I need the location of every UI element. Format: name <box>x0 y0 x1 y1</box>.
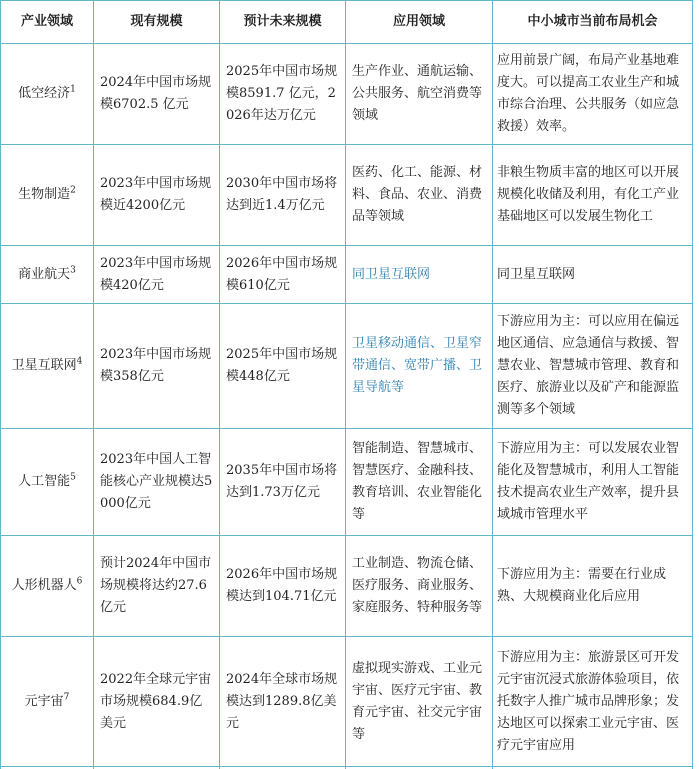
header-row <box>1 1 693 44</box>
footnote-marker: 7 <box>63 692 70 703</box>
header-domain: 产业领域 <box>1 1 94 44</box>
domain-label: 人形机器人 <box>11 578 77 593</box>
cell-future: 2030年中国市场将达到近1.4万亿元 <box>220 145 346 246</box>
table-row <box>1 246 693 304</box>
footnote-marker: 3 <box>70 265 76 276</box>
table-row <box>1 44 693 145</box>
cell-application: 医药、化工、能源、材料、食品、农业、消费品等领域 <box>346 145 493 246</box>
cell-domain <box>1 145 94 246</box>
domain-label: 人工智能 <box>18 474 71 489</box>
cell-current: 2023年中国市场规模420亿元 <box>94 246 220 304</box>
table-row <box>1 637 693 767</box>
cell-opportunity: 下游应用为主：可以发展农业智能化及智慧城市，利用人工智能技术提高农业生产效率，提升县域城市管理水平 <box>493 429 693 536</box>
cell-opportunity: 下游应用为主：需要在行业成熟、大规模商业化后应用 <box>493 536 693 637</box>
cell-current: 2024年中国市场规模6702.5 亿元 <box>94 44 220 145</box>
domain-label: 元宇宙 <box>24 693 64 709</box>
cell-application: 虚拟现实游戏、工业元宇宙、医疗元宇宙、教育元宇宙、社交元宇宙等 <box>346 637 493 767</box>
cell-opportunity: 下游应用为主：旅游景区可开发元宇宙沉浸式旅游体验项目，依托数字人推广城市品牌形象；发达地区可以探索工业元宇宙、医疗元宇宙应用 <box>493 637 693 767</box>
cell-domain <box>1 44 94 145</box>
table-row <box>1 304 693 429</box>
cell-application: 生产作业、通航运输、公共服务、航空消费等领域 <box>346 44 493 145</box>
cell-future: 2035年中国市场将达到1.73万亿元 <box>220 429 346 536</box>
cell-application: 卫星移动通信、卫星窄带通信、宽带广播、卫星导航等 <box>346 304 493 429</box>
header-application: 应用领域 <box>346 1 493 44</box>
cell-current: 预计2024年中国市场规模将达约27.6亿元 <box>94 536 220 637</box>
cell-future: 2025年中国市场规模8591.7 亿元，2026年达万亿元 <box>220 44 346 145</box>
cell-future: 2026年中国市场规模达到104.71亿元 <box>220 536 346 637</box>
cell-opportunity: 同卫星互联网 <box>493 246 693 304</box>
cell-future: 2024年全球市场规模达到1289.8亿美元 <box>220 637 346 767</box>
footnote-marker: 6 <box>76 576 83 587</box>
cell-application: 工业制造、物流仓储、医疗服务、商业服务、家庭服务、特种服务等 <box>346 536 493 637</box>
cell-domain <box>1 304 94 429</box>
cell-domain <box>1 429 94 536</box>
cell-opportunity: 下游应用为主：可以应用在偏远地区通信、应急通信与救援、智慧农业、智慧城市管理、教育和医疗、旅游业以及矿产和能源监测等多个领域 <box>493 304 693 429</box>
table-row <box>1 536 693 637</box>
footnote-marker: 1 <box>70 84 76 95</box>
cell-future: 2025年中国市场规模448亿元 <box>220 304 346 429</box>
footnote-marker: 2 <box>70 185 76 196</box>
header-future: 预计未来规模 <box>220 1 346 44</box>
table-row <box>1 429 693 536</box>
header-opportunity: 中小城市当前布局机会 <box>493 1 693 44</box>
footnote-marker: 4 <box>76 356 83 367</box>
cell-domain <box>1 536 94 637</box>
footnote-marker: 5 <box>70 472 76 483</box>
cell-current: 2022年全球元宇宙市场规模684.9亿美元 <box>94 637 220 767</box>
cell-domain <box>1 246 94 304</box>
cell-application: 同卫星互联网 <box>346 246 493 304</box>
domain-label: 商业航天 <box>18 266 71 282</box>
cell-future: 2026年中国市场规模610亿元 <box>220 246 346 304</box>
domain-label: 卫星互联网 <box>11 358 77 373</box>
table-row <box>1 145 693 246</box>
cell-current: 2023年中国市场规模近4200亿元 <box>94 145 220 246</box>
cell-opportunity: 非粮生物质丰富的地区可以开展规模化收储及利用，有化工产业基础地区可以发展生物化工 <box>493 145 693 246</box>
header-current: 现有规模 <box>94 1 220 44</box>
cell-application: 智能制造、智慧城市、智慧医疗、金融科技、教育培训、农业智能化等 <box>346 429 493 536</box>
cell-opportunity: 应用前景广阔，布局产业基地难度大。可以提高工农业生产和城市综合治理、公共服务（如应急救援）效率。 <box>493 44 693 145</box>
cell-current: 2023年中国人工智能核心产业规模达5000亿元 <box>94 429 220 536</box>
cell-domain <box>1 637 94 767</box>
cell-current: 2023年中国市场规模358亿元 <box>94 304 220 429</box>
domain-label: 低空经济 <box>18 86 71 101</box>
domain-label: 生物制造 <box>18 187 71 202</box>
